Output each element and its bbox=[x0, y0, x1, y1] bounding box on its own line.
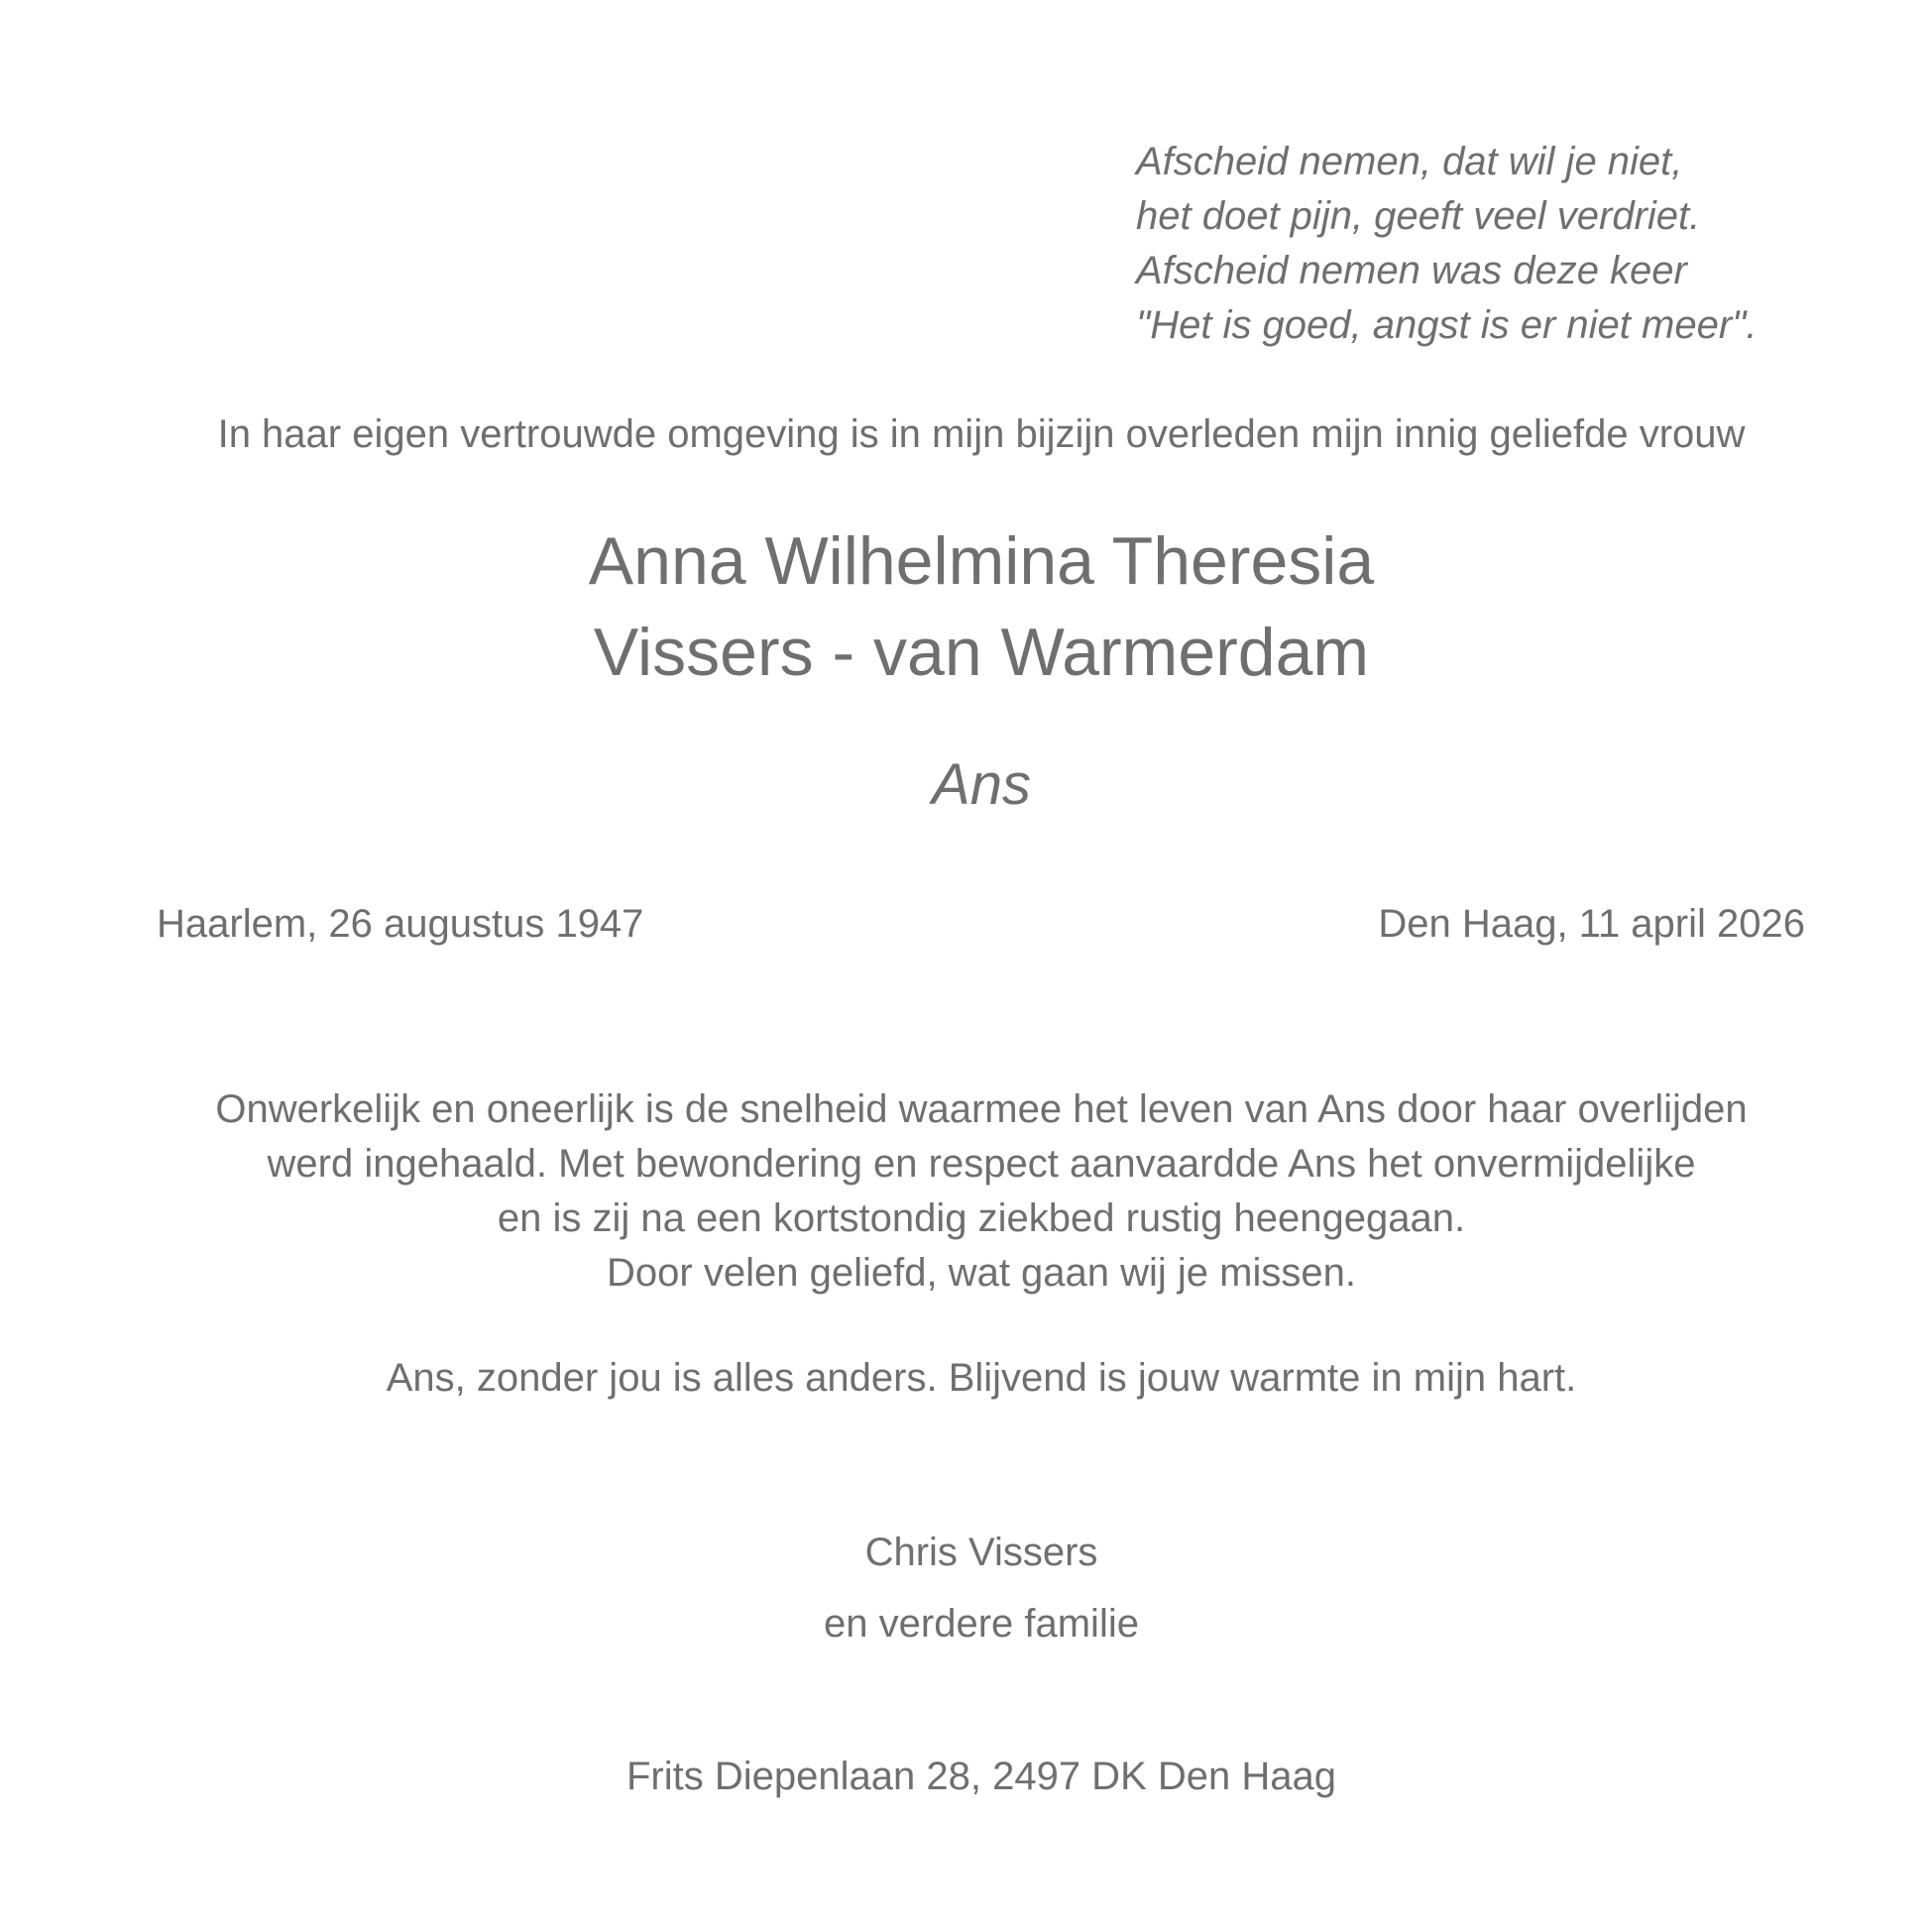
birth-place-date: Haarlem, 26 augustus 1947 bbox=[157, 902, 644, 946]
poem-line: het doet pijn, geeft veel verdriet. bbox=[1136, 194, 1701, 238]
message-line: Door velen geliefd, wat gaan wij je missen. bbox=[607, 1251, 1356, 1295]
poem-line: Afscheid nemen was deze keer bbox=[1136, 249, 1687, 292]
message-line: werd ingehaald. Met bewondering en respect aanvaardde Ans het onvermijdelijke bbox=[267, 1142, 1696, 1186]
deceased-given-names: Anna Wilhelmina Theresia bbox=[588, 523, 1375, 599]
poem-line: Afscheid nemen, dat wil je niet, bbox=[1136, 140, 1683, 183]
message-paragraph bbox=[40, 1082, 1923, 1301]
intro-text: In haar eigen vertrouwde omgeving is in mijn bijzijn overleden mijn innig geliefde vrouw bbox=[217, 412, 1746, 456]
poem-line: "Het is goed, angst is er niet meer". bbox=[1136, 303, 1758, 347]
signer-family: en verdere familie bbox=[824, 1602, 1139, 1646]
poem bbox=[1136, 135, 1870, 353]
death-place-date: Den Haag, 11 april 2026 bbox=[1378, 902, 1805, 946]
correspondence-address: Frits Diepenlaan 28, 2497 DK Den Haag bbox=[626, 1755, 1336, 1798]
message-line: en is zij na een kortstondig ziekbed rustig heengegaan. bbox=[497, 1196, 1466, 1240]
deceased-nickname: Ans bbox=[932, 752, 1031, 817]
deceased-surname: Vissers - van Warmerdam bbox=[593, 615, 1370, 690]
signer-name: Chris Vissers bbox=[864, 1531, 1098, 1574]
message-line: Onwerkelijk en oneerlijk is de snelheid waarmee het leven van Ans door haar overlijden bbox=[215, 1087, 1748, 1131]
closing-line: Ans, zonder jou is alles anders. Blijvend is jouw warmte in mijn hart. bbox=[386, 1356, 1577, 1400]
